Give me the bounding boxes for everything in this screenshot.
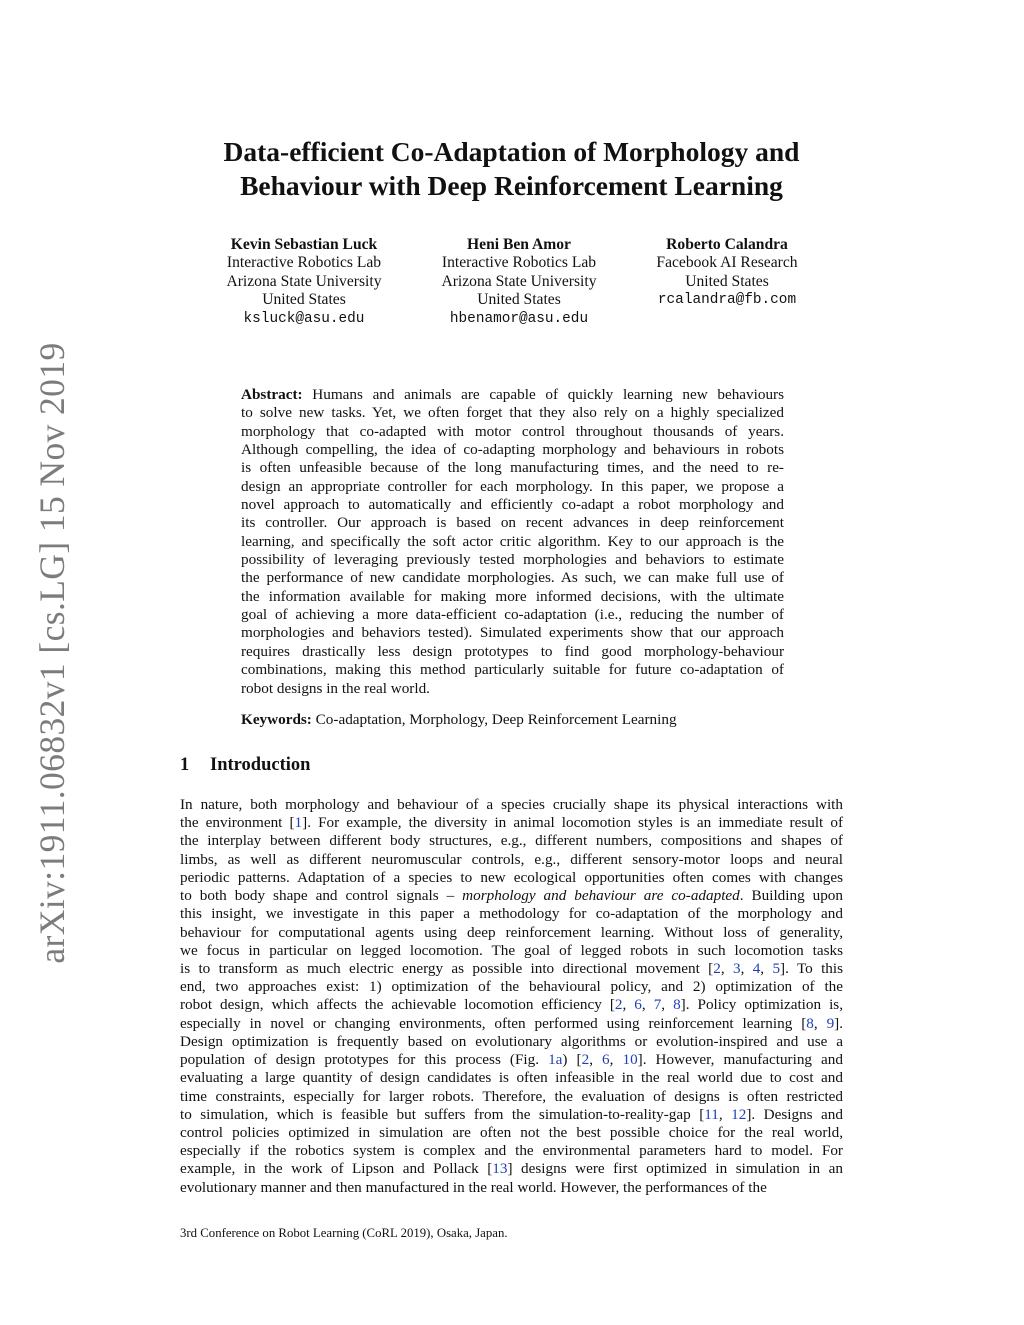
title-line: Data-efficient Co-Adaptation of Morphology and — [223, 136, 800, 167]
citation-link[interactable]: 2 — [713, 959, 721, 977]
citation-link[interactable]: 1a — [548, 1051, 563, 1069]
abstract — [241, 386, 784, 698]
citation-link[interactable]: 10 — [622, 1051, 638, 1069]
citation-link[interactable]: 6 — [634, 996, 642, 1014]
author-name: Roberto Calandra — [666, 236, 788, 253]
intro-line: time constraints, especially for larger robots. Therefore, the evaluation of designs is often restricted — [180, 1087, 843, 1105]
intro-line: periodic patterns. Adaptation of a species to new ecological opportunities often comes with changes — [180, 868, 843, 886]
intro-line: the environment [1]. For example, the diversity in animal locomotion styles is an immediate result of — [180, 814, 843, 832]
intro-line: evaluating a large quantity of design candidates is often infeasible in the real world due to cost and — [180, 1069, 843, 1087]
abstract-line: Although compelling, the idea of co-adapting morphology and behaviours in robots — [241, 441, 784, 459]
intro-line: evolutionary manner and then manufactured in the real world. However, the performances of the — [180, 1178, 767, 1196]
intro-line: especially if the robotics system is complex and the environmental parameters hard to model. For — [180, 1142, 843, 1160]
abstract-line: learning, and specifically the soft actor critic algorithm. Key to our approach is the — [241, 532, 784, 550]
citation-link[interactable]: 9 — [826, 1014, 835, 1032]
emphasis-text: morphology and behaviour are co-adapted — [462, 887, 740, 905]
keywords-label: Keywords: — [241, 711, 312, 728]
intro-line: robot design, which affects the achievable locomotion efficiency [2, 6, 7, 8]. Policy optimization is, — [180, 996, 844, 1014]
citation-link[interactable]: 7 — [653, 996, 662, 1014]
citation-link[interactable]: 3 — [732, 959, 741, 977]
abstract-line: design an appropriate controller for each morphology. In this paper, we propose a — [241, 477, 784, 495]
title-line: Behaviour with Deep Reinforcement Learning — [240, 169, 783, 201]
section-number: 1 — [180, 755, 190, 775]
intro-line: population of design prototypes for this process (Fig. 1a) [2, 6, 10]. However, manufacturing and — [180, 1051, 843, 1069]
keywords — [241, 711, 784, 729]
citation-link[interactable]: 6 — [602, 1051, 610, 1069]
author-block-calandra — [622, 236, 832, 310]
abstract-line: to solve new tasks. Yet, we often forget that they also rely on a highly specialized — [241, 404, 784, 422]
intro-line: end, two approaches exist: 1) optimization of the behavioural policy, and 2) optimization of the — [180, 978, 843, 996]
intro-line: control policies optimized in simulation are often not the best possible choice for the real world, — [180, 1123, 843, 1141]
intro-line: especially in novel or changing environments, often performed using reinforcement learning [8, 9]. — [180, 1014, 844, 1032]
author-name: Heni Ben Amor — [467, 236, 571, 253]
abstract-line: its controller. Our approach is based on recent advances in deep reinforcement — [241, 514, 784, 532]
author-email[interactable]: hbenamor@asu.edu — [449, 310, 589, 327]
author-email[interactable]: ksluck@asu.edu — [243, 310, 365, 327]
abstract-label: Abstract: — [241, 386, 303, 403]
abstract-line: the performance of new candidate morphologies. As such, we can make full use of — [241, 569, 784, 587]
citation-link[interactable]: 2 — [614, 996, 623, 1014]
intro-line: limbs, as well as different neuromuscular controls, e.g., different sensory-motor loops and neural — [180, 850, 843, 868]
abstract-line: possibility of leveraging previously tested morphologies and behaviors to estimate — [241, 551, 784, 569]
author-name: Kevin Sebastian Luck — [230, 236, 378, 253]
section-title: Introduction — [210, 755, 311, 775]
citation-link[interactable]: 5 — [772, 959, 781, 977]
citation-link[interactable]: 8 — [673, 996, 681, 1014]
author-country: United States — [477, 291, 561, 309]
abstract-line: is often unfeasible because of the long manufacturing times, and the need to re- — [241, 459, 784, 477]
intro-line: to simulation, which is feasible but suffers from the simulation-to-reality-gap [11, 12]. Designs and — [180, 1105, 843, 1123]
author-affiliation: Interactive Robotics Lab — [441, 254, 597, 272]
intro-line: to both body shape and control signals – morphology and behaviour are co-adapted. Building upon — [180, 887, 843, 905]
intro-line: this insight, we investigate in this paper a methodology for co-adaptation of the morphology and — [180, 905, 843, 923]
abstract-line: Abstract: Humans and animals are capable of quickly learning new behaviours — [241, 386, 785, 403]
introduction-body — [180, 796, 843, 1197]
citation-link[interactable]: 4 — [752, 959, 761, 977]
abstract-line: combinations, making this method particularly suitable for future co-adaptation of — [241, 661, 784, 679]
author-block-amor — [414, 236, 624, 328]
author-affiliation: Arizona State University — [226, 272, 382, 290]
author-country: United States — [262, 291, 346, 309]
abstract-line: morphology that co-adapted with motor control throughout thousands of years. — [241, 422, 784, 440]
intro-line: In nature, both morphology and behaviour of a species crucially shape its physical interactions with — [180, 796, 843, 813]
abstract-line: morphologies and behaviors tested). Simulated experiments show that our approach — [241, 624, 784, 642]
intro-line: is to transform as much electric energy as possible into directional movement [2, 3, 4, 5]. To this — [180, 959, 844, 977]
paper-title — [180, 135, 843, 202]
abstract-line: novel approach to automatically and efficiently co-adapt a robot morphology and — [241, 496, 784, 514]
citation-link[interactable]: 11 — [704, 1105, 719, 1123]
intro-line: example, in the work of Lipson and Pollack [13] designs were first optimized in simulation in an — [180, 1160, 843, 1178]
section-heading-introduction — [180, 755, 310, 776]
citation-link[interactable]: 13 — [492, 1160, 508, 1178]
author-block-luck — [199, 236, 409, 328]
author-email[interactable]: rcalandra@fb.com — [657, 292, 797, 309]
citation-link[interactable]: 8 — [806, 1014, 814, 1032]
abstract-line: requires drastically less design prototypes to find good morphology-behaviour — [241, 642, 784, 660]
intro-line: the interplay between different body structures, e.g., different numbers, compositions and shapes of — [180, 832, 843, 850]
keywords-text: Co-adaptation, Morphology, Deep Reinforcement Learning — [315, 711, 677, 728]
author-affiliation: Facebook AI Research — [656, 254, 798, 272]
citation-link[interactable]: 12 — [731, 1105, 747, 1123]
author-country: United States — [685, 272, 769, 290]
abstract-line: goal of achieving a more data-efficient co-adaptation (i.e., reducing the number of — [241, 606, 784, 624]
intro-line: we focus in particular on legged locomotion. The goal of legged robots in such locomotion tasks — [180, 941, 843, 959]
abstract-line: the information available for making more informed decisions, with the ultimate — [241, 587, 784, 605]
conference-footnote: 3rd Conference on Robot Learning (CoRL 2019), Osaka, Japan. — [180, 1226, 508, 1240]
citation-link[interactable]: 1 — [294, 814, 303, 832]
abstract-line: robot designs in the real world. — [241, 679, 430, 697]
author-affiliation: Arizona State University — [441, 272, 597, 290]
intro-line: behaviour for computational agents using deep reinforcement learning. Without loss of generality, — [180, 923, 843, 941]
intro-line: Design optimization is frequently based on evolutionary algorithms or evolution-inspired and use a — [180, 1032, 843, 1050]
author-affiliation: Interactive Robotics Lab — [226, 254, 382, 272]
arxiv-identifier: arXiv:1911.06832v1 [cs.LG] 15 Nov 2019 — [32, 342, 72, 964]
citation-link[interactable]: 2 — [581, 1051, 590, 1069]
